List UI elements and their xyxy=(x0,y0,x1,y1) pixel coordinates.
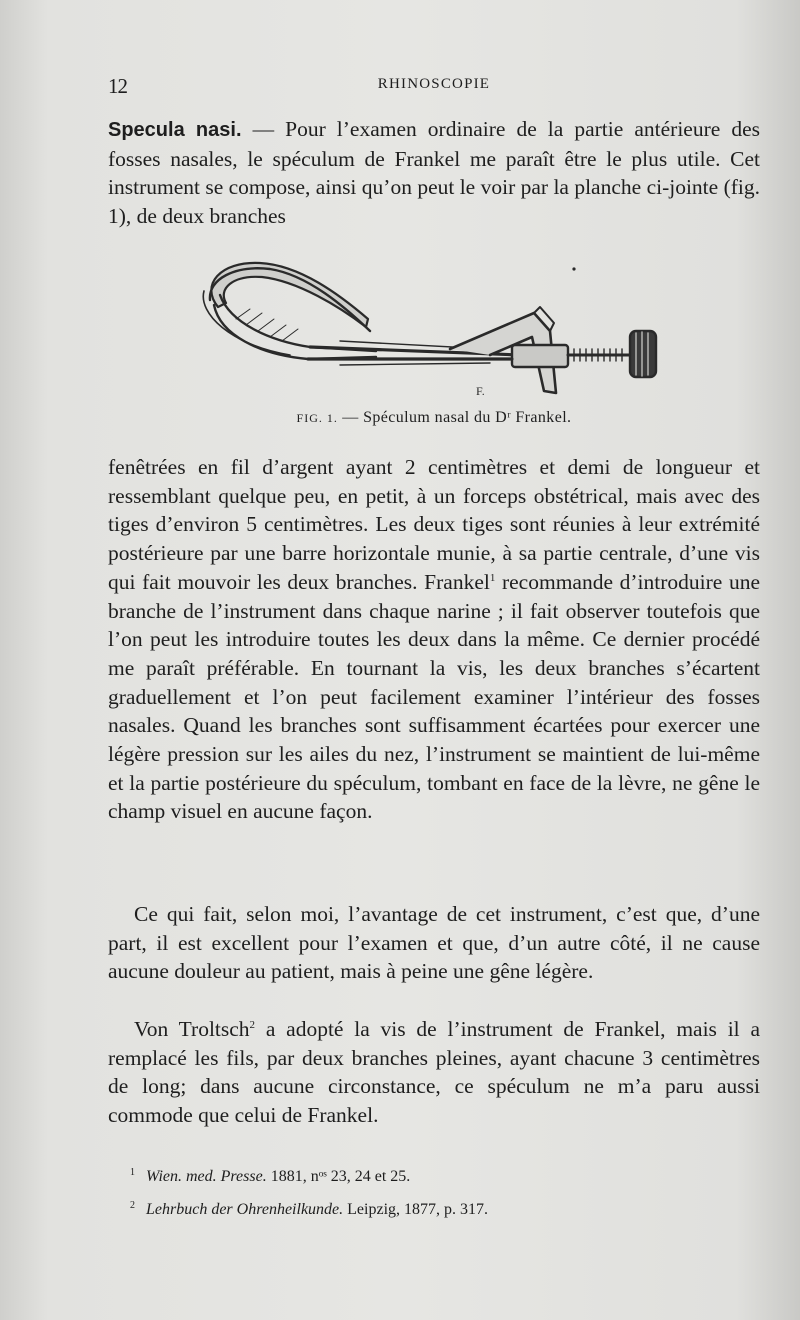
footnote-detail: Leipzig, 1877, p. 317. xyxy=(343,1201,489,1218)
footnote-ref-2: 2 xyxy=(249,1019,256,1031)
running-head: RHINOSCOPIE xyxy=(377,76,491,92)
figure-mark: F. xyxy=(476,384,485,398)
paragraph-text: recommande d’introduire une branche de l’instrument dans chaque narine ; il fait observer toutefois que l’on peut les introduire toutes les deux dans la même. Ce dernier procédé me paraît préférable. En tournant la vis, les deux branches s’écartent graduellement et l’on peut facilement examiner l’intérieur des fosses nasales. Quand les branches sont suffisamment écartées pour exercer une légère pression sur les ailes du nez, l’instrument se maintient de lui-même et la partie postérieure du spéculum, tombant en face de la lèvre, ne gêne le champ visuel en aucune façon. xyxy=(108,569,760,824)
footnote-source: Lehrbuch der Ohrenheilkunde. xyxy=(146,1201,344,1218)
page-number: 12 xyxy=(108,74,127,98)
footnote-mark: 1 xyxy=(130,1167,135,1178)
paragraph-description xyxy=(108,453,760,826)
paragraph-text: Ce qui fait, selon moi, l’avantage de cet instrument, c’est que, d’une part, il est excellent pour l’examen et que, d’un autre côté, il ne cause aucune douleur au patient, mais à peine une gêne légère. xyxy=(108,902,760,984)
footnote-mark: 2 xyxy=(130,1200,135,1211)
caption-label: FIG. 1. xyxy=(296,411,338,425)
paragraph-text: a adopté la vis de l’instrument de Frankel, mais il a remplacé les fils, par deux branches pleines, ayant chacune 3 centimètres de long; dans aucune circonstance, ce spéculum ne m’a paru aussi commode que celui de Frankel. xyxy=(108,1017,760,1128)
paragraph-text: Von Troltsch xyxy=(134,1017,250,1041)
footnote-2 xyxy=(130,1191,760,1224)
footnotes xyxy=(130,1158,760,1224)
figure-caption xyxy=(108,409,760,427)
footnote-source: Wien. med. Presse. xyxy=(146,1168,267,1185)
paragraph-von-troltsch xyxy=(108,1015,760,1130)
paragraph-text: — Pour l’examen ordinaire de la partie antérieure des fosses nasales, le spéculum de Frankel me paraît être le plus utile. Cet instrument se compose, ainsi qu’on peut le voir par la planche ci-jointe (fig. 1), de deux branches xyxy=(108,117,760,229)
page-header xyxy=(108,74,760,104)
speculum-illustration xyxy=(190,255,670,405)
figure-speculum xyxy=(190,255,670,405)
caption-text: — Spéculum nasal du Dʳ Frankel. xyxy=(337,409,572,426)
footnote-detail: 1881, nᵒˢ 23, 24 et 25. xyxy=(266,1168,411,1185)
footnote-1 xyxy=(130,1158,760,1191)
paragraph-text: fenêtrées en fil d’argent ayant 2 centimètres et demi de longueur et ressemblant quelque peu, en petit, à un forceps obstétrical, mais avec des tiges d’environ 5 centimètres. Les deux tiges sont réunies à leur extrémité postérieure par une barre horizontale munie, à sa partie centrale, d’une vis qui fait mouvoir les deux branches. Frankel xyxy=(108,455,760,594)
paragraph-specula-nasi xyxy=(108,115,760,231)
footnote-ref-1: 1 xyxy=(489,571,496,584)
section-lead: Specula nasi. xyxy=(108,119,242,141)
paragraph-advantage xyxy=(108,900,760,986)
